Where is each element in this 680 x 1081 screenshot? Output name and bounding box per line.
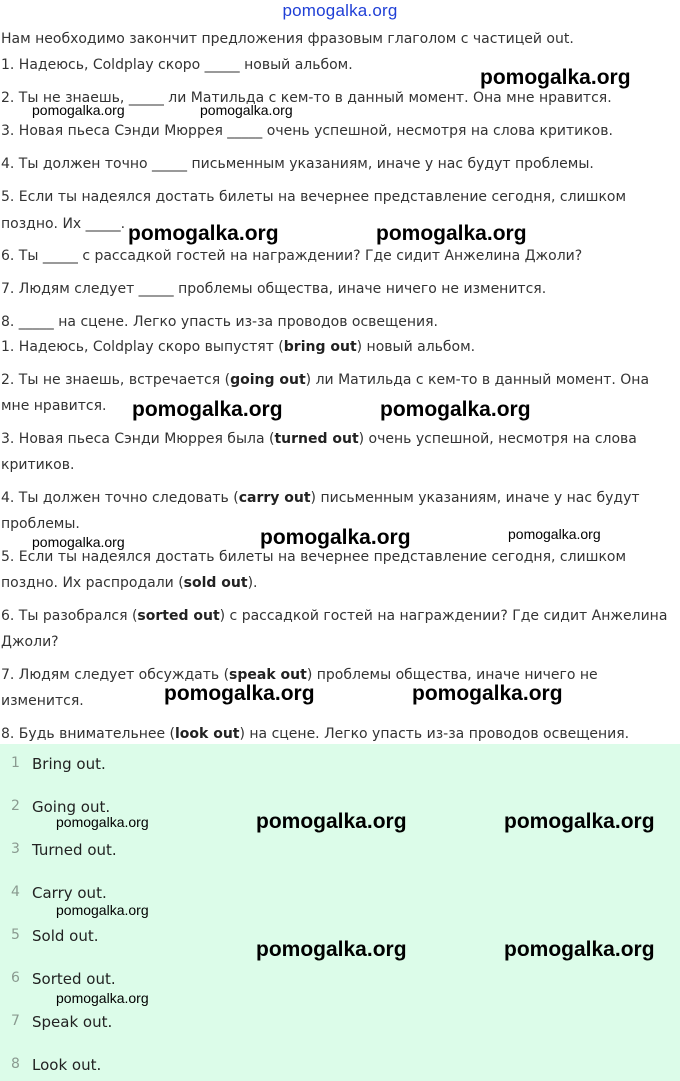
watermark: pomogalka.org <box>56 814 149 830</box>
watermark: pomogalka.org <box>376 222 527 245</box>
watermark: pomogalka.org <box>128 222 279 245</box>
question-5-line-1: 5. Если ты надеялся достать билеты на вечернее представление сегодня, слишком <box>1 189 627 205</box>
answer-text: Sold out. <box>32 927 99 945</box>
phrasal-verb: speak out <box>229 667 307 683</box>
phrasal-verb: look out <box>174 726 240 742</box>
answer-text: Carry out. <box>32 884 107 902</box>
answer-item <box>0 1013 400 1033</box>
solution-4: 4. Ты должен точно следовать (carry out) письменным указаниям, иначе у нас будут проблемы. <box>1 490 640 532</box>
watermark: pomogalka.org <box>260 526 411 549</box>
solution-6: 6. Ты разобрался (sorted out) с рассадкой гостей на награждении? Где сидит Анжелина Джоли? <box>1 608 668 650</box>
watermark: pomogalka.org <box>504 810 655 833</box>
answer-number: 2 <box>11 798 20 814</box>
site-logo: pomogalka.org <box>282 1 398 20</box>
phrasal-verb: sold out <box>183 575 248 591</box>
answer-number: 8 <box>11 1056 20 1072</box>
watermark: pomogalka.org <box>508 526 601 542</box>
solution-1: 1. Надеюсь, Coldplay скоро выпустят (bring out) новый альбом. <box>1 339 476 355</box>
answer-number: 5 <box>11 927 20 943</box>
solution-3: 3. Новая пьеса Сэнди Мюррея была (turned out) очень успешной, несмотря на слова критиков. <box>1 431 637 473</box>
answer-number: 1 <box>11 755 20 771</box>
watermark: pomogalka.org <box>32 534 125 550</box>
solution-8: 8. Будь внимательнее (look out) на сцене. Легко упасть из-за проводов освещения. <box>1 726 630 742</box>
answer-item <box>0 1056 400 1076</box>
answer-number: 4 <box>11 884 20 900</box>
watermark: pomogalka.org <box>256 938 407 961</box>
question-4: 4. Ты должен точно _____ письменным указаниям, иначе у нас будут проблемы. <box>1 156 594 172</box>
question-8: 8. _____ на сцене. Легко упасть из-за проводов освещения. <box>1 314 438 330</box>
solution-2: 2. Ты не знаешь, встречается (going out) ли Матильда с кем-то в данный момент. Она мне нравится. <box>1 372 650 414</box>
question-3: 3. Новая пьеса Сэнди Мюррея _____ очень успешной, несмотря на слова критиков. <box>1 123 613 139</box>
question-5-line-2: поздно. Их _____. <box>1 216 126 232</box>
phrasal-verb: carry out <box>238 490 311 506</box>
answer-text: Turned out. <box>32 841 117 859</box>
watermark: pomogalka.org <box>480 66 631 89</box>
answer-number: 3 <box>11 841 20 857</box>
answer-text: Look out. <box>32 1056 102 1074</box>
answer-item <box>0 970 400 990</box>
watermark: pomogalka.org <box>412 682 563 705</box>
watermark: pomogalka.org <box>32 102 125 118</box>
solution-7: 7. Людям следует обсуждать (speak out) проблемы общества, иначе ничего не изменится. <box>1 667 598 709</box>
watermark: pomogalka.org <box>132 398 283 421</box>
question-7: 7. Людям следует _____ проблемы общества, иначе ничего не изменится. <box>1 281 547 297</box>
watermark: pomogalka.org <box>164 682 315 705</box>
answer-number: 6 <box>11 970 20 986</box>
answer-text: Speak out. <box>32 1013 113 1031</box>
answer-text: Sorted out. <box>32 970 116 988</box>
answer-item <box>0 755 400 775</box>
answer-text: Bring out. <box>32 755 106 773</box>
phrasal-verb: turned out <box>274 431 359 447</box>
phrasal-verb: going out <box>230 372 306 388</box>
watermark: pomogalka.org <box>256 810 407 833</box>
watermark: pomogalka.org <box>56 990 149 1006</box>
answer-number: 7 <box>11 1013 20 1029</box>
watermark: pomogalka.org <box>504 938 655 961</box>
phrasal-verb: sorted out <box>137 608 220 624</box>
watermark: pomogalka.org <box>380 398 531 421</box>
answer-item <box>0 884 400 904</box>
question-1: 1. Надеюсь, Coldplay скоро _____ новый альбом. <box>1 57 353 73</box>
question-2: 2. Ты не знаешь, _____ ли Матильда с кем-то в данный момент. Она мне нравится. <box>1 90 612 106</box>
answer-item <box>0 841 400 861</box>
watermark: pomogalka.org <box>56 902 149 918</box>
solution-5: 5. Если ты надеялся достать билеты на вечернее представление сегодня, слишком поздно. Их распродали (sold out). <box>1 549 627 591</box>
phrasal-verb: bring out <box>283 339 357 355</box>
answer-text: Going out. <box>32 798 111 816</box>
watermark: pomogalka.org <box>200 102 293 118</box>
question-6: 6. Ты _____ с рассадкой гостей на награждении? Где сидит Анжелина Джоли? <box>1 248 583 264</box>
intro-text: Нам необходимо закончит предложения фразовым глаголом с частицей out. <box>1 31 574 47</box>
